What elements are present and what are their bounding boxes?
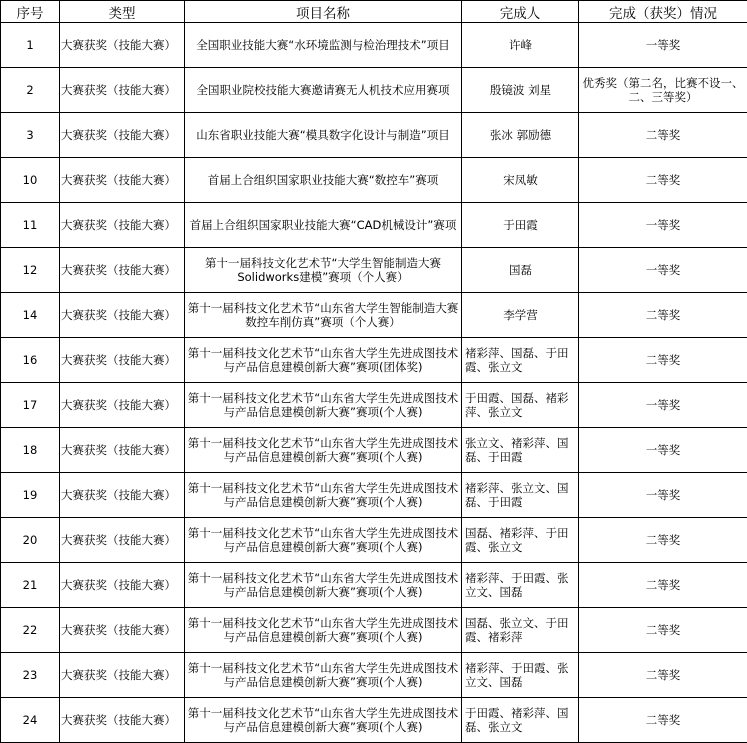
cell-persons: 张冰 郭励德	[462, 113, 579, 158]
header-award: 完成（获奖）情况	[579, 1, 747, 23]
cell-no: 14	[1, 293, 60, 338]
cell-award: 二等奖	[579, 563, 747, 608]
cell-project-name: 第十一届科技文化艺术节“山东省大学生先进成图技术与产品信息建模创新大赛”赛项(个人赛)	[185, 698, 462, 743]
cell-no: 24	[1, 698, 60, 743]
cell-award: 二等奖	[579, 608, 747, 653]
cell-persons: 殷镜波 刘星	[462, 68, 579, 113]
cell-type: 大赛获奖（技能大赛）	[60, 248, 185, 293]
cell-persons: 张立文、褚彩萍、国磊、于田霞	[462, 428, 579, 473]
table-row	[1, 473, 747, 518]
table-row	[1, 338, 747, 383]
cell-award: 一等奖	[579, 203, 747, 248]
cell-type: 大赛获奖（技能大赛）	[60, 428, 185, 473]
cell-project-name: 第十一届科技文化艺术节“山东省大学生先进成图技术与产品信息建模创新大赛”赛项(团体奖)	[185, 338, 462, 383]
header-no: 序号	[1, 1, 60, 23]
cell-type: 大赛获奖（技能大赛）	[60, 653, 185, 698]
table-row	[1, 68, 747, 113]
cell-persons: 国磊、褚彩萍、于田霞、张立文	[462, 518, 579, 563]
cell-no: 16	[1, 338, 60, 383]
cell-persons: 宋凤敏	[462, 158, 579, 203]
cell-no: 20	[1, 518, 60, 563]
table-row	[1, 653, 747, 698]
cell-award: 优秀奖（第二名，比赛不设一、二、三等奖）	[579, 68, 747, 113]
cell-project-name: 首届上合组织国家职业技能大赛“数控车”赛项	[185, 158, 462, 203]
table-body	[1, 23, 747, 743]
cell-project-name: 首届上合组织国家职业技能大赛“CAD机械设计”赛项	[185, 203, 462, 248]
cell-persons: 于田霞、国磊、褚彩萍、张立文	[462, 383, 579, 428]
cell-award: 二等奖	[579, 113, 747, 158]
cell-no: 23	[1, 653, 60, 698]
table-row	[1, 428, 747, 473]
table-row	[1, 563, 747, 608]
cell-no: 12	[1, 248, 60, 293]
cell-award: 二等奖	[579, 158, 747, 203]
cell-award: 二等奖	[579, 698, 747, 743]
cell-project-name: 第十一届科技文化艺术节“山东省大学生先进成图技术与产品信息建模创新大赛”赛项(个人赛)	[185, 608, 462, 653]
table-row	[1, 203, 747, 248]
cell-type: 大赛获奖（技能大赛）	[60, 158, 185, 203]
cell-award: 一等奖	[579, 428, 747, 473]
cell-persons: 褚彩萍、于田霞、张立文、国磊	[462, 653, 579, 698]
header-type: 类型	[60, 1, 185, 23]
cell-project-name: 全国职业技能大赛“水环境监测与检治理技术”项目	[185, 23, 462, 68]
cell-award: 一等奖	[579, 383, 747, 428]
cell-type: 大赛获奖（技能大赛）	[60, 293, 185, 338]
cell-no: 18	[1, 428, 60, 473]
header-project-name: 项目名称	[185, 1, 462, 23]
cell-type: 大赛获奖（技能大赛）	[60, 203, 185, 248]
cell-type: 大赛获奖（技能大赛）	[60, 23, 185, 68]
cell-type: 大赛获奖（技能大赛）	[60, 68, 185, 113]
header-row	[1, 1, 747, 23]
table-row	[1, 518, 747, 563]
cell-persons: 于田霞	[462, 203, 579, 248]
cell-persons: 褚彩萍、国磊、于田霞、张立文	[462, 338, 579, 383]
cell-project-name: 第十一届科技文化艺术节“山东省大学生先进成图技术与产品信息建模创新大赛”赛项(个人赛)	[185, 383, 462, 428]
cell-persons: 国磊	[462, 248, 579, 293]
cell-award: 二等奖	[579, 338, 747, 383]
cell-project-name: 第十一届科技文化艺术节“山东省大学生先进成图技术与产品信息建模创新大赛”赛项(个人赛)	[185, 653, 462, 698]
cell-persons: 褚彩萍、张立文、国磊、于田霞	[462, 473, 579, 518]
cell-project-name: 全国职业院校技能大赛邀请赛无人机技术应用赛项	[185, 68, 462, 113]
cell-no: 19	[1, 473, 60, 518]
cell-type: 大赛获奖（技能大赛）	[60, 113, 185, 158]
cell-type: 大赛获奖（技能大赛）	[60, 698, 185, 743]
header-persons: 完成人	[462, 1, 579, 23]
cell-award: 一等奖	[579, 473, 747, 518]
cell-no: 22	[1, 608, 60, 653]
table-row	[1, 698, 747, 743]
cell-persons: 许峰	[462, 23, 579, 68]
cell-no: 17	[1, 383, 60, 428]
cell-type: 大赛获奖（技能大赛）	[60, 338, 185, 383]
cell-type: 大赛获奖（技能大赛）	[60, 518, 185, 563]
cell-award: 二等奖	[579, 653, 747, 698]
cell-no: 2	[1, 68, 60, 113]
cell-persons: 国磊、张立文、于田霞、褚彩萍	[462, 608, 579, 653]
cell-no: 21	[1, 563, 60, 608]
table-row	[1, 23, 747, 68]
cell-no: 3	[1, 113, 60, 158]
cell-award: 二等奖	[579, 518, 747, 563]
cell-project-name: 第十一届科技文化艺术节“山东省大学生智能制造大赛数控车削仿真”赛项（个人赛）	[185, 293, 462, 338]
cell-project-name: 山东省职业技能大赛“模具数字化设计与制造”项目	[185, 113, 462, 158]
table-row	[1, 383, 747, 428]
cell-project-name: 第十一届科技文化艺术节“大学生智能制造大赛Solidworks建模”赛项（个人赛）	[185, 248, 462, 293]
cell-persons: 褚彩萍、于田霞、张立文、国磊	[462, 563, 579, 608]
table-row	[1, 248, 747, 293]
cell-type: 大赛获奖（技能大赛）	[60, 563, 185, 608]
cell-project-name: 第十一届科技文化艺术节“山东省大学生先进成图技术与产品信息建模创新大赛”赛项(个人赛)	[185, 563, 462, 608]
cell-no: 1	[1, 23, 60, 68]
cell-persons: 李学营	[462, 293, 579, 338]
cell-type: 大赛获奖（技能大赛）	[60, 473, 185, 518]
cell-type: 大赛获奖（技能大赛）	[60, 608, 185, 653]
cell-project-name: 第十一届科技文化艺术节“山东省大学生先进成图技术与产品信息建模创新大赛”赛项(个人赛)	[185, 518, 462, 563]
cell-persons: 于田霞、褚彩萍、国磊、张立文	[462, 698, 579, 743]
cell-no: 11	[1, 203, 60, 248]
table-row	[1, 293, 747, 338]
cell-award: 二等奖	[579, 293, 747, 338]
cell-project-name: 第十一届科技文化艺术节“山东省大学生先进成图技术与产品信息建模创新大赛”赛项(个人赛)	[185, 473, 462, 518]
table-row	[1, 608, 747, 653]
table-header	[1, 1, 747, 23]
table-row	[1, 113, 747, 158]
cell-award: 一等奖	[579, 23, 747, 68]
cell-type: 大赛获奖（技能大赛）	[60, 383, 185, 428]
table-row	[1, 158, 747, 203]
cell-no: 10	[1, 158, 60, 203]
cell-award: 一等奖	[579, 248, 747, 293]
cell-project-name: 第十一届科技文化艺术节“山东省大学生先进成图技术与产品信息建模创新大赛”赛项(个人赛)	[185, 428, 462, 473]
